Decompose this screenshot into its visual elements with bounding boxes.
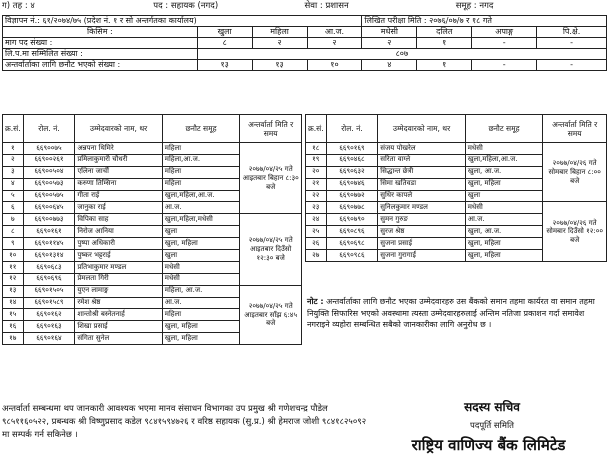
col-aaja: आ.ज. bbox=[307, 27, 362, 38]
cell-name: सुजना प्रसाई bbox=[378, 238, 465, 250]
demand-row bbox=[3, 38, 607, 49]
cell-group: महिला bbox=[162, 166, 240, 178]
cell-name: सुमन गुरुङ bbox=[378, 214, 465, 226]
exam-date: लिखित परीक्षा मिति : २०७६/०७/७ र १८ गते bbox=[362, 16, 607, 27]
cell-sn: १५ bbox=[3, 309, 24, 321]
signature-committee: पदपूर्ति समिति bbox=[470, 421, 514, 431]
cell-name: करुणा तिम्सिना bbox=[75, 178, 162, 190]
cell-group: आ.ज. bbox=[465, 214, 543, 226]
cell-group: खुला, महिला bbox=[162, 333, 240, 345]
category-header-row bbox=[3, 27, 607, 38]
cell-name: एलिना जार्ची bbox=[75, 166, 162, 178]
cell-group: महिला, आ.ज. bbox=[162, 285, 240, 297]
cell-roll: ६६९००५७३ bbox=[23, 178, 75, 190]
cell-roll: ६६९००७५ bbox=[23, 143, 75, 155]
cell-group: खुला bbox=[162, 250, 240, 262]
candidate-row bbox=[306, 143, 607, 155]
cell-group: आ.ज. bbox=[162, 297, 240, 309]
candidate-row bbox=[3, 143, 302, 155]
cell: ४ bbox=[362, 60, 417, 71]
cell-name: शान्तोश्री बस्नेतनार्ह bbox=[75, 309, 162, 321]
cell-group: महिला bbox=[162, 309, 240, 321]
cell-roll: ६६९०१६४ bbox=[23, 333, 75, 345]
cell-roll: ६६९०१६३ bbox=[23, 321, 75, 333]
cell-roll: ६६९००२६१ bbox=[23, 154, 75, 166]
cell: - bbox=[472, 38, 537, 49]
col-mahila: महिला bbox=[252, 27, 307, 38]
cell-name: सरिता वाग्ले bbox=[378, 154, 465, 166]
cell-sn: १८ bbox=[306, 143, 327, 155]
header-datetime: अन्तर्वार्ता मिति र समय bbox=[543, 115, 607, 143]
cell-name: सुधिर कापले bbox=[378, 190, 465, 202]
col-madhesi: मधेसी bbox=[362, 27, 417, 38]
cell-name: विपिका साह bbox=[75, 214, 162, 226]
col-pichhadiyeko: पि.क्षे. bbox=[537, 27, 607, 38]
cell-sn: २३ bbox=[306, 202, 327, 214]
cell-roll: ६६९०७७८ bbox=[326, 202, 378, 214]
cell-sn: १६ bbox=[3, 321, 24, 333]
bank-name: राष्ट्रिय वाणिज्य बैंक लिमिटेड bbox=[411, 436, 566, 454]
cell-roll: ६६९००५०४ bbox=[23, 166, 75, 178]
cell-name: सुनिलकुमार मण्डल bbox=[378, 202, 465, 214]
row-label: अन्तर्वार्ताका लागि छनौट भएको संख्या : bbox=[3, 60, 198, 71]
note-block bbox=[307, 296, 605, 331]
cell-roll: ६६९०१५०५ bbox=[23, 285, 75, 297]
row-label: लि.प.मा सम्मिलित संख्या : bbox=[3, 49, 198, 60]
cell-group: महिला bbox=[162, 178, 240, 190]
cell: २ bbox=[307, 38, 362, 49]
cell-sn: ८ bbox=[3, 226, 24, 238]
cell-name: पुष्पा अधिकारी bbox=[75, 238, 162, 250]
cell-group: महिला bbox=[162, 143, 240, 155]
cell-group: खुला, आ.ज. bbox=[465, 226, 543, 238]
cell: १३ bbox=[252, 60, 307, 71]
cell-group: मधेसी bbox=[162, 273, 240, 285]
cell-name: अन्नपना थिमिरे bbox=[75, 143, 162, 155]
cell: १३ bbox=[197, 60, 252, 71]
cell-sn: ५ bbox=[3, 190, 24, 202]
cell-sn: १९ bbox=[306, 154, 327, 166]
cell-sn: २१ bbox=[306, 178, 327, 190]
interview-slot: २०७७/०४/२६ गते सोमबार दिउँसो १२:०० बजे bbox=[543, 202, 607, 261]
cell-roll: ६६९०१३१४ bbox=[23, 250, 75, 262]
post-info-line bbox=[2, 2, 607, 15]
cell-roll: ६६९०६९६ bbox=[23, 273, 75, 285]
header-sn: क्र.सं. bbox=[306, 115, 327, 143]
cell: १ bbox=[417, 38, 472, 49]
cell-group: खुला, महिला bbox=[465, 250, 543, 262]
header-datetime: अन्तर्वार्ता मिति र समय bbox=[240, 115, 302, 143]
cell-roll: ६६९०१५८९ bbox=[23, 297, 75, 309]
cell-roll: ६६९०११४५ bbox=[23, 238, 75, 250]
cell-group: खुला,महिला,आ.ज. bbox=[162, 190, 240, 202]
cell-group: खुला bbox=[465, 190, 543, 202]
cell-name: प्रमिलाकुमारी चौधरी bbox=[75, 154, 162, 166]
cell-roll: ६६९०६८३ bbox=[23, 261, 75, 273]
cell-roll: ६६९०१६२ bbox=[23, 309, 75, 321]
cell-name: पुष्कर भट्टराई bbox=[75, 250, 162, 262]
table-header-row bbox=[3, 115, 302, 143]
cell-roll: ६६९०७९० bbox=[326, 214, 378, 226]
col-apanga: अपाङ्ग bbox=[472, 27, 537, 38]
cell-group: महिला,आ.ज. bbox=[162, 154, 240, 166]
cell-roll: ६६९०१६१ bbox=[23, 226, 75, 238]
candidate-table-left bbox=[2, 114, 302, 345]
cell-roll: ६६९००५७५ bbox=[23, 190, 75, 202]
cell-roll: ६६९०६३२ bbox=[326, 166, 378, 178]
interview-slot: २०७७/०४/२५ गते आइतबार दिउँसो १२:३० बजे bbox=[240, 214, 302, 285]
cell-name: शिखा प्रसाई bbox=[75, 321, 162, 333]
header-group: छनौट समूह bbox=[465, 115, 543, 143]
header-group: छनौट समूह bbox=[162, 115, 240, 143]
interview-slot: २०७७/०४/२५ गते आइतबार बिहान ८:३० बजे bbox=[240, 143, 302, 214]
cell-group: खुला, आ.ज. bbox=[465, 166, 543, 178]
cell-name: गीता राई bbox=[75, 190, 162, 202]
contact-info: अन्तर्वार्ता सम्बन्धमा थप जानकारी आवश्यक भएमा मानव संसाधन विभागका उप प्रमुख श्री गणेशचन्द्र पौडेल ९८५११६०५२२, प्रबन्धक श्री विष्णुप्रसाद कडेल ९८४१५९४७२६ र वरिष्ठ सहायक (सु.प्र.) श्री हेमराज जोशी ९८४१८२५०९२ मा सम्पर्क गर्न सकिनेछ । bbox=[2, 404, 367, 441]
signature-title: सदस्य सचिव bbox=[464, 400, 520, 414]
cell-name: प्रेमलता गिरी bbox=[75, 273, 162, 285]
cell-sn: २६ bbox=[306, 238, 327, 250]
cell-sn: १७ bbox=[3, 333, 24, 345]
post-text: पद : सहायक (नगद) bbox=[153, 1, 219, 11]
cell-group: मधेसी bbox=[162, 261, 240, 273]
col-khula: खुला bbox=[197, 27, 252, 38]
candidate-row bbox=[3, 214, 302, 226]
cell-name: सुरज श्रेष्ठ bbox=[378, 226, 465, 238]
cell-roll: ६६९०८९६ bbox=[326, 226, 378, 238]
cell: - bbox=[537, 38, 607, 49]
cell-name: युएन लामाङ्ग bbox=[75, 285, 162, 297]
cell-sn: १४ bbox=[3, 297, 24, 309]
cell-sn: ११ bbox=[3, 261, 24, 273]
candidate-table-right bbox=[305, 114, 607, 262]
shortlist-row bbox=[3, 60, 607, 71]
table-header-row bbox=[306, 115, 607, 143]
cell-sn: २२ bbox=[306, 190, 327, 202]
cell-name: प्रतिभाकुमार मण्डल bbox=[75, 261, 162, 273]
cell: १० bbox=[307, 60, 362, 71]
cell-sn: १२ bbox=[3, 273, 24, 285]
cell: - bbox=[537, 60, 607, 71]
candidate-row bbox=[306, 202, 607, 214]
service-text: सेवा : प्रशासन bbox=[304, 1, 349, 11]
cell-name: संगिता सुनेल bbox=[75, 333, 162, 345]
cell-sn: ७ bbox=[3, 214, 24, 226]
cell-sn: २० bbox=[306, 166, 327, 178]
cell-sn: ९ bbox=[3, 238, 24, 250]
cell-roll: ६६९०१६९ bbox=[326, 143, 378, 155]
interview-slot: २०७७/०४/२६ गते सोमबार बिहान ८:०० बजे bbox=[543, 143, 607, 202]
cell-sn: २५ bbox=[306, 226, 327, 238]
note-text: अन्तर्वार्ताका लागि छनौट भएका उम्मेदवारहरु उस बैंकको समान तहमा कार्यरत वा समान तहमा नियुक्ति सिफारिस भएको अवस्थामा त्यस्ता उम्मेदवारहरुलाई अन्तिम नतिजा प्रकाशन गर्दा समावेश नगराइने व्यहोरा सम्बन्धित सबैको जानकारीका लागि अनुरोध छ । bbox=[307, 297, 595, 330]
cell-sn: २ bbox=[3, 154, 24, 166]
cell: - bbox=[472, 60, 537, 71]
cell-sn: ६ bbox=[3, 202, 24, 214]
cell-group: खुला bbox=[162, 226, 240, 238]
cell-sn: १३ bbox=[3, 285, 24, 297]
cell-name: सिमा खतिवडा bbox=[378, 178, 465, 190]
candidate-row bbox=[3, 285, 302, 297]
cell-roll: ६६९०७४६ bbox=[326, 178, 378, 190]
cell-roll: ६६९००६४५ bbox=[23, 202, 75, 214]
cell-group: खुला, महिला bbox=[162, 321, 240, 333]
cell-group: मधेसी bbox=[465, 143, 543, 155]
row-label: माग पद संख्या : bbox=[3, 38, 198, 49]
cell-group: खुला, महिला bbox=[465, 178, 543, 190]
col-dalit: दलित bbox=[417, 27, 472, 38]
cell-group: आ.ज. bbox=[162, 202, 240, 214]
cell-group: खुला, महिला bbox=[465, 238, 543, 250]
cell-name: रमेश श्रेष्ठ bbox=[75, 297, 162, 309]
cell: २ bbox=[362, 38, 417, 49]
cell-name: निरोज आनिया bbox=[75, 226, 162, 238]
exam-participants-row bbox=[3, 49, 607, 60]
note-label: नोट : bbox=[307, 297, 324, 306]
cell-name: संजय पोखरेल bbox=[378, 143, 465, 155]
header-name: उम्मेदवारको नाम, थर bbox=[75, 115, 162, 143]
cell-sn: १ bbox=[3, 143, 24, 155]
header-roll: रोल. नं. bbox=[23, 115, 75, 143]
header-roll: रोल. नं. bbox=[326, 115, 378, 143]
cell-name: जानुका राई bbox=[75, 202, 162, 214]
cell: ८ bbox=[197, 38, 252, 49]
header-sn: क्र.सं. bbox=[3, 115, 24, 143]
cell-name: सिद्धान्त छेत्री bbox=[378, 166, 465, 178]
col-kisim: किसिम : bbox=[3, 27, 198, 38]
cell-sn: २७ bbox=[306, 250, 327, 262]
cell-sn: २४ bbox=[306, 214, 327, 226]
cell-roll: ६६९००७७३ bbox=[23, 214, 75, 226]
cell-roll: ६६९०४६८ bbox=[326, 154, 378, 166]
cell-roll: ६६९०७७२ bbox=[326, 190, 378, 202]
cell-roll: ६६९०६९८ bbox=[326, 238, 378, 250]
cell: १ bbox=[417, 60, 472, 71]
cell: २ bbox=[252, 38, 307, 49]
cell-name: सुजना गुरागाईं bbox=[378, 250, 465, 262]
cell-group: खुला,महिला,आ.ज. bbox=[465, 154, 543, 166]
header-name: उम्मेदवारको नाम, थर bbox=[378, 115, 465, 143]
participants-count: ८०७ bbox=[197, 49, 606, 60]
interview-slot: २०७७/०४/२५ गते आइतबार साँझ ६:४५ बजे bbox=[240, 285, 302, 344]
cell-group: खुला, महिला bbox=[162, 238, 240, 250]
samuha-text: समूह : नगद bbox=[455, 1, 494, 11]
ad-number: विज्ञापन नं.: ६१/२०७४/७५ (प्रदेश नं. १ र सो अन्तर्गतका कार्यालय) bbox=[3, 16, 362, 27]
cell-group: खुला,महिला,मधेसी bbox=[162, 214, 240, 226]
cell-group: मधेसी bbox=[465, 202, 543, 214]
vacancy-summary-table bbox=[2, 15, 607, 71]
cell-sn: ४ bbox=[3, 178, 24, 190]
cell-sn: १० bbox=[3, 250, 24, 262]
cell-roll: ६६९०९८६ bbox=[326, 250, 378, 262]
group-text: ग) तह : ४ bbox=[2, 1, 35, 11]
cell-sn: ३ bbox=[3, 166, 24, 178]
